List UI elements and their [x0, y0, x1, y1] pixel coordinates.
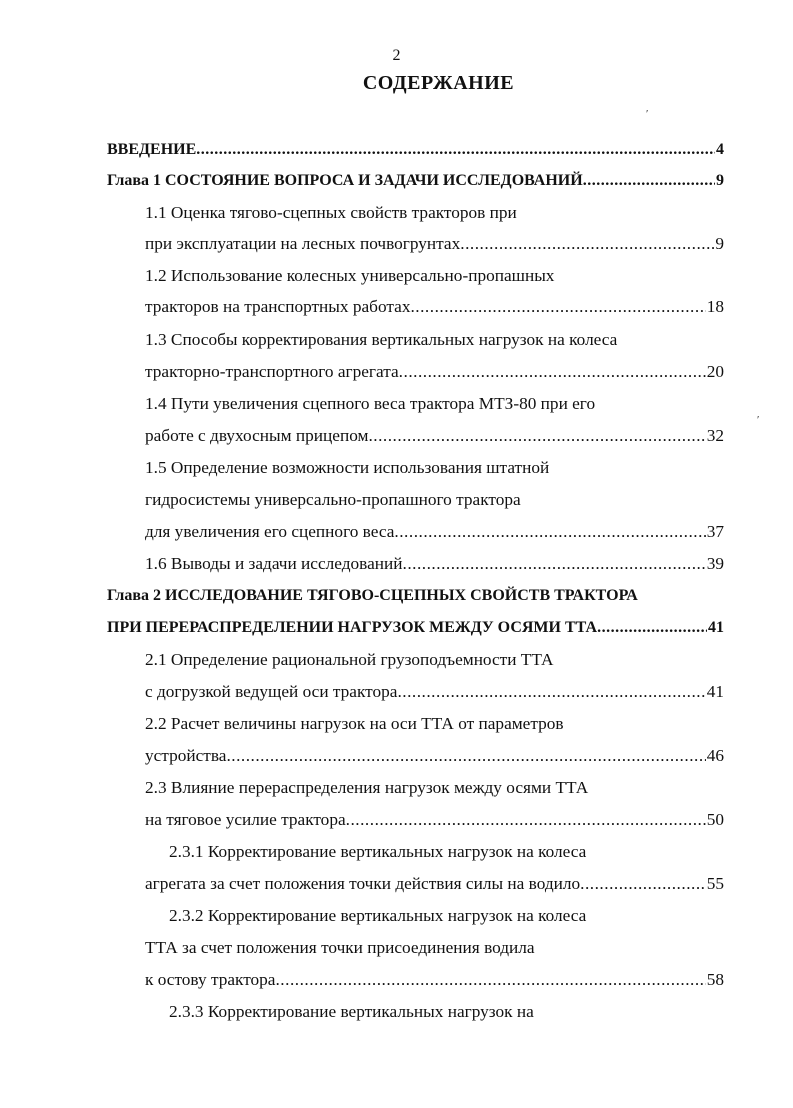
toc-page-number: 20	[706, 362, 724, 381]
toc-entry-introduction	[107, 137, 724, 163]
toc-page-number: 18	[706, 297, 724, 316]
dot-leader	[597, 615, 707, 641]
toc-entry-1-5-cont2	[145, 519, 724, 545]
toc-entry-title: тракторно-транспортного агрегата	[145, 362, 399, 381]
toc-entry-title: ВВЕДЕНИЕ	[107, 141, 197, 158]
toc-entry-title: 1.2 Использование колесных универсально-пропашных	[145, 266, 555, 285]
scan-speck: ′	[646, 108, 649, 120]
toc-entry-title: с догрузкой ведущей оси трактора	[145, 682, 398, 701]
toc-page-number: 55	[706, 874, 724, 893]
toc-entry-title: гидросистемы универсально-пропашного трактора	[145, 490, 521, 509]
toc-page-number: 46	[706, 746, 724, 765]
toc-entry-1-4	[145, 391, 724, 417]
toc-entry-title: 2.2 Расчет величины нагрузок на оси ТТА от параметров	[145, 714, 564, 733]
toc-page-number: 9	[715, 234, 724, 253]
toc-entry-2-1	[145, 647, 724, 673]
page-number: 2	[392, 47, 401, 64]
toc-entry-title: Глава 1 СОСТОЯНИЕ ВОПРОСА И ЗАДАЧИ ИССЛЕДОВАНИЙ	[107, 172, 583, 189]
toc-entry-1-2	[145, 263, 724, 289]
toc-entry-title: 2.3 Влияние перераспределения нагрузок между осями ТТА	[145, 778, 589, 797]
toc-entry-title: 1.3 Способы корректирования вертикальных нагрузок на колеса	[145, 330, 618, 349]
toc-entry-title: 2.3.1 Корректирование вертикальных нагрузок на колеса	[169, 842, 587, 861]
toc-page-number: 4	[716, 141, 724, 158]
toc-entry-title: 1.5 Определение возможности использования штатной	[145, 458, 550, 477]
dot-leader	[226, 743, 705, 769]
toc-entry-1-1-cont	[145, 231, 724, 257]
toc-entry-1-3	[145, 327, 724, 353]
dot-leader	[368, 423, 705, 449]
toc-entry-title: 2.1 Определение рациональной грузоподъемности ТТА	[145, 650, 554, 669]
toc-entry-title: 1.6 Выводы и задачи исследований	[145, 554, 403, 573]
toc-page-number: 37	[706, 522, 724, 541]
toc-entry-title: 2.3.3 Корректирование вертикальных нагрузок на	[169, 1002, 534, 1021]
toc-page-number: 32	[706, 426, 724, 445]
toc-entry-title: 1.4 Пути увеличения сцепного веса трактора МТЗ-80 при его	[145, 394, 596, 413]
toc-entry-2-3-2-cont	[145, 935, 724, 961]
toc-entry-1-4-cont	[145, 423, 724, 449]
toc-entry-title: работе с двухосным прицепом	[145, 426, 369, 445]
toc-entry-title: ПРИ ПЕРЕРАСПРЕДЕЛЕНИИ НАГРУЗОК МЕЖДУ ОСЯМИ ТТА	[107, 619, 598, 636]
page-title: СОДЕРЖАНИЕ	[362, 72, 515, 94]
toc-entry-1-1	[145, 200, 724, 226]
toc-entry-title: к остову трактора	[145, 970, 276, 989]
toc-entry-1-6	[145, 551, 724, 577]
toc-entry-title: агрегата за счет положения точки действия силы на водило	[145, 874, 581, 893]
toc-page-number: 58	[706, 970, 724, 989]
toc-entry-title: 1.1 Оценка тягово-сцепных свойств тракторов при	[145, 203, 517, 222]
toc-page-number: 41	[706, 682, 724, 701]
toc-entry-2-2-cont	[145, 743, 724, 769]
dot-leader	[394, 519, 705, 545]
toc-entry-title: Глава 2 ИССЛЕДОВАНИЕ ТЯГОВО-СЦЕПНЫХ СВОЙСТВ ТРАКТОРА	[107, 587, 638, 604]
toc-entry-chapter-1	[107, 168, 724, 194]
toc-entry-2-2	[145, 711, 724, 737]
dot-leader	[196, 137, 715, 163]
toc-entry-2-3-1	[169, 839, 724, 865]
toc-entry-title: 2.3.2 Корректирование вертикальных нагрузок на колеса	[169, 906, 587, 925]
toc-entry-title: устройства	[145, 746, 227, 765]
scan-speck: ′	[757, 414, 760, 426]
toc-entry-title: при эксплуатации на лесных почвогрунтах	[145, 234, 461, 253]
toc-page-number: 9	[716, 172, 724, 189]
dot-leader	[460, 231, 714, 257]
toc-entry-2-3-2-cont2	[145, 967, 724, 993]
toc-page-number: 50	[706, 810, 724, 829]
toc-entry-1-3-cont	[145, 359, 724, 385]
toc-entry-1-2-cont	[145, 294, 724, 320]
toc-entry-chapter-2	[107, 583, 724, 609]
toc-entry-2-1-cont	[145, 679, 724, 705]
toc-entry-title: тракторов на транспортных работах	[145, 297, 411, 316]
toc-entry-2-3-2	[169, 903, 724, 929]
dot-leader	[583, 168, 715, 194]
toc-entry-title: для увеличения его сцепного веса	[145, 522, 395, 541]
toc-entry-title: на тяговое усилие трактора	[145, 810, 346, 829]
toc-entry-2-3-1-cont	[145, 871, 724, 897]
toc-entry-chapter-2-cont	[107, 615, 724, 641]
dot-leader	[399, 359, 706, 385]
dot-leader	[346, 807, 706, 833]
toc-entry-title: ТТА за счет положения точки присоединения водила	[145, 938, 535, 957]
toc-page-number: 39	[706, 554, 724, 573]
toc-entry-2-3-3	[169, 999, 724, 1025]
dot-leader	[410, 294, 705, 320]
toc-entry-2-3-cont	[145, 807, 724, 833]
toc-entry-1-5-cont	[145, 487, 724, 513]
toc-page-number: 41	[708, 619, 724, 636]
toc-entry-1-5	[145, 455, 724, 481]
dot-leader	[397, 679, 705, 705]
dot-leader	[580, 871, 706, 897]
dot-leader	[275, 967, 705, 993]
dot-leader	[403, 551, 706, 577]
toc-entry-2-3	[145, 775, 724, 801]
